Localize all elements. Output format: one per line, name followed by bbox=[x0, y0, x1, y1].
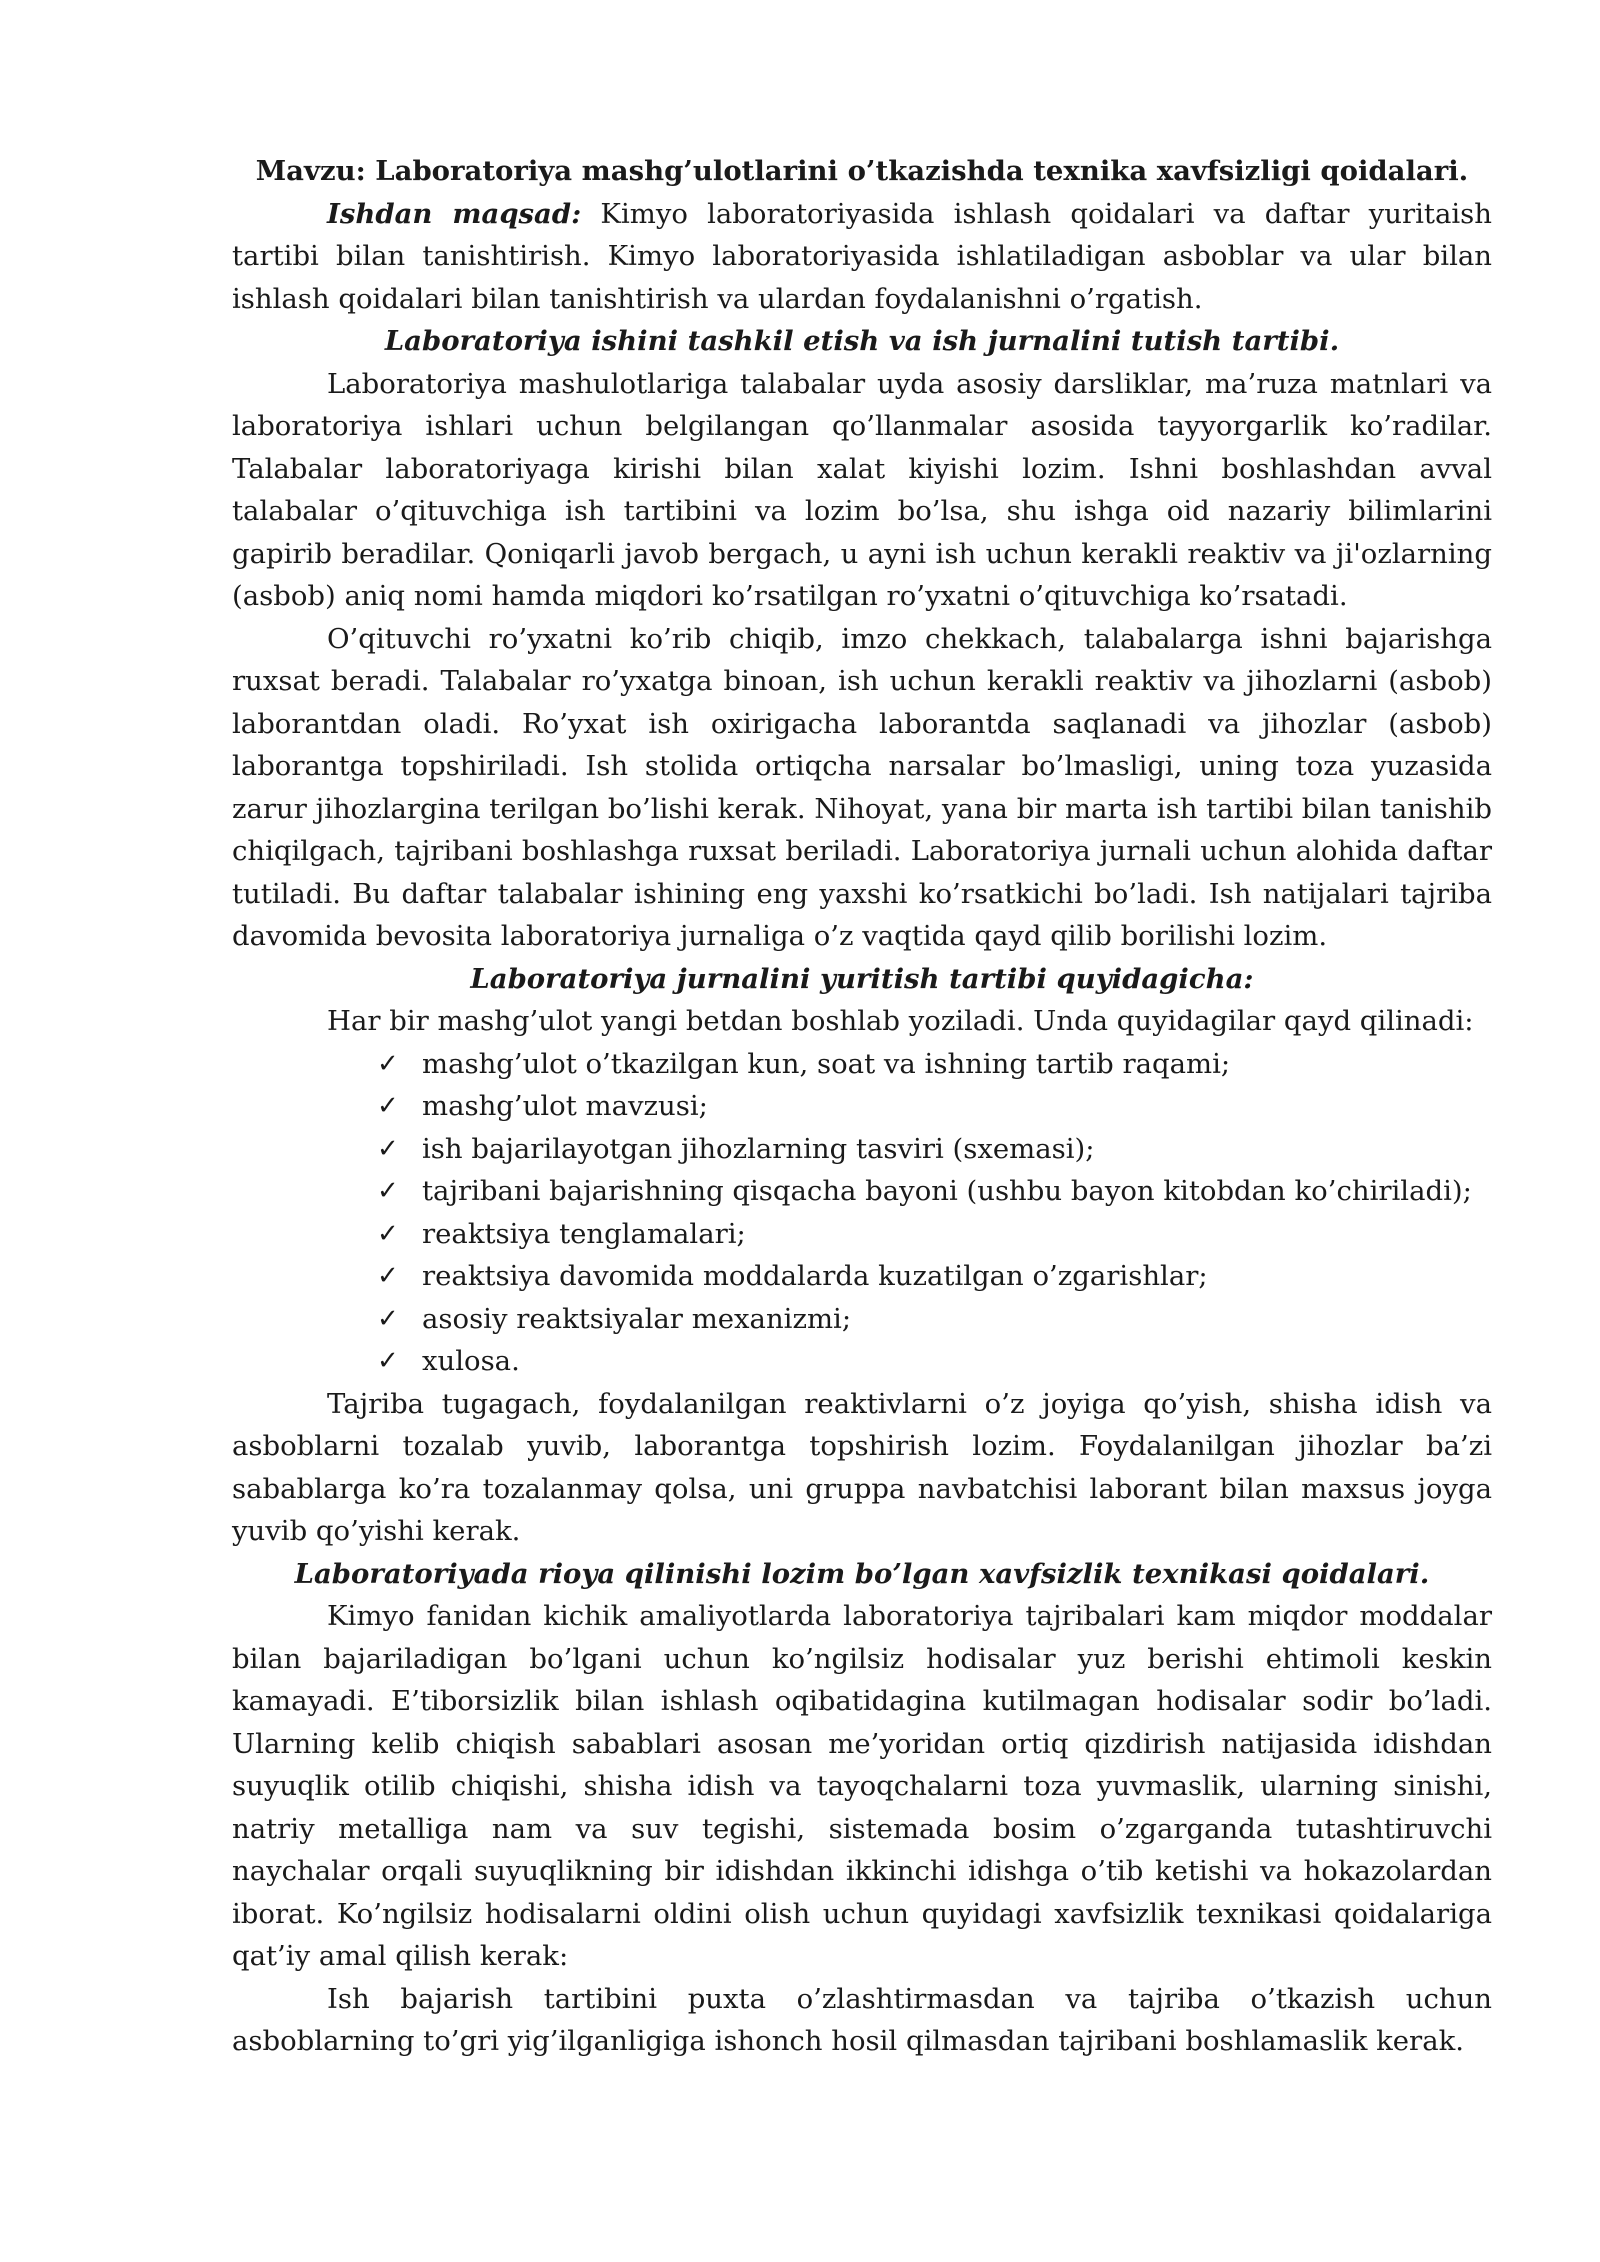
section-heading-organization: Laboratoriya ishini tashkil etish va ish jurnalini tutish tartibi. bbox=[384, 325, 1340, 357]
checkmark-icon: ✓ bbox=[377, 1261, 399, 1291]
section-heading-journal: Laboratoriya jurnalini yuritish tartibi quyidagicha: bbox=[470, 962, 1254, 995]
document-title: Mavzu: Laboratoriya mashg’ulotlarini o’tkazishda texnika xavfsizligi qoidalari. bbox=[255, 155, 1469, 187]
checkmark-icon: ✓ bbox=[377, 1048, 399, 1079]
list-item bbox=[377, 1085, 1492, 1128]
safety-paragraph-1: Kimyo fanidan kichik amaliyotlarda laboratoriya tajribalari kam miqdor moddalar bilan bajariladigan bo’lgani uchun ko’ngilsiz hodisalar yuz berishi ehtimoli keskin kamayadi. E’tiborsizlik bilan ishlash oqibatidagina kutilmagan hodisalar sodir bo’ladi. Ularning kelib chiqish sabablari asosan me’yoridan ortiq qizdirish natijasida idishdan suyuqlik otilib chiqishi, shisha idish va tayoqchalarni toza yuvmaslik, ularning sinishi, natriy metalliga nam va suv tegishi, sistemada bosim o’zgarganda tutashtiruvchi naychalar orqali suyuqlikning bir idishdan ikkinchi idishga o’tib ketishi va hokazolardan iborat. Ko’ngilsiz hodisalarni oldini olish uchun quyidagi xavfsizlik texnikasi qoidalariga qat’iy amal qilish kerak: bbox=[232, 1600, 1492, 1972]
list-item-text: mashg’ulot o’tkazilgan kun, soat va ishning tartib raqami; bbox=[422, 1047, 1231, 1080]
list-item bbox=[377, 1043, 1492, 1086]
journal-after-paragraph: Tajriba tugagach, foydalanilgan reaktivlarni o’z joyiga qo’yish, shisha idish va asboblarni tozalab yuvib, laborantga topshirish lozim. Foydalanilgan jihozlar ba’zi sabablarga ko’ra tozalanmay qolsa, uni gruppa navbatchisi laborant bilan maxsus joyga yuvib qo’yishi kerak. bbox=[232, 1387, 1492, 1547]
checkmark-icon: ✓ bbox=[377, 1346, 399, 1376]
list-item-text: mashg’ulot mavzusi; bbox=[422, 1090, 708, 1122]
checkmark-icon: ✓ bbox=[377, 1303, 399, 1334]
list-item bbox=[377, 1298, 1492, 1341]
list-item-text: asosiy reaktsiyalar mexanizmi; bbox=[422, 1302, 852, 1335]
organization-paragraph-1: Laboratoriya mashulotlariga talabalar uyda asosiy darsliklar, ma’ruza matnlari va laboratoriya ishlari uchun belgilangan qo’llanmalar asosida tayyorgarlik ko’radilar. Talabalar laboratoriyaga kirishi bilan xalat kiyishi lozim. Ishni boshlashdan avval talabalar o’qituvchiga ish tartibini va lozim bo’lsa, shu ishga oid nazariy bilimlarini gapirib beradilar. Qoniqarli javob bergach, u ayni ish uchun kerakli reaktiv va ji'ozlarning (asbob) aniq nomi hamda miqdori ko’rsatilgan ro’yxatni o’qituvchiga ko’rsatadi. bbox=[232, 367, 1492, 612]
aim-text: Kimyo laboratoriyasida ishlash qoidalari va daftar yuritaish tartibi bilan tanishtirish. Kimyo laboratoriyasida ishlatiladigan asboblar va ular bilan ishlash qoidalari bilan tanishtirish va ulardan foydalanishni o’rgatish. bbox=[232, 197, 1493, 315]
list-item bbox=[377, 1213, 1492, 1256]
checkmark-icon: ✓ bbox=[377, 1091, 399, 1121]
aim-paragraph bbox=[232, 193, 1492, 321]
organization-paragraph-2: O’qituvchi ro’yxatni ko’rib chiqib, imzo chekkach, talabalarga ishni bajarishga ruxsat beradi. Talabalar ro’yxatga binoan, ish uchun kerakli reaktiv va jihozlarni (asbob) laborantdan oladi. Ro’yxat ish oxirigacha laborantda saqlanadi va jihozlar (asbob) laborantga topshiriladi. Ish stolida ortiqcha narsalar bo’lmasligi, uning toza yuzasida zarur jihozlargina terilgan bo’lishi kerak. Nihoyat, yana bir marta ish tartibi bilan tanishib chiqilgach, tajribani boshlashga ruxsat beriladi. Laboratoriya jurnali uchun alohida daftar tutiladi. Bu daftar talabalar ishining eng yaxshi ko’rsatkichi bo’ladi. Ish natijalari tajriba davomida bevosita laboratoriya jurnaliga o’z vaqtida qayd qilib borilishi lozim. bbox=[232, 622, 1492, 952]
checkmark-icon: ✓ bbox=[377, 1218, 399, 1249]
aim-label: Ishdan maqsad: bbox=[327, 197, 582, 230]
list-item bbox=[377, 1255, 1492, 1298]
list-item-text: tajribani bajarishning qisqacha bayoni (ushbu bayon kitobdan ko’chiriladi); bbox=[422, 1175, 1472, 1207]
list-item-text: reaktsiya tenglamalari; bbox=[422, 1217, 746, 1250]
section-heading-safety: Laboratoriyada rioya qilinishi lozim bo’lgan xavfsizlik texnikasi qoidalari. bbox=[294, 1557, 1430, 1590]
checkmark-icon: ✓ bbox=[377, 1176, 399, 1206]
list-item-text: xulosa. bbox=[422, 1345, 520, 1377]
safety-paragraph-2: Ish bajarish tartibini puxta o’zlashtirmasdan va tajriba o’tkazish uchun asboblarning to’gri yig’ilganligiga ishonch hosil qilmasdan tajribani boshlamaslik kerak. bbox=[232, 1982, 1492, 2057]
journal-checklist bbox=[232, 1043, 1492, 1383]
list-item-text: reaktsiya davomida moddalarda kuzatilgan o’zgarishlar; bbox=[422, 1260, 1208, 1292]
list-item-text: ish bajarilayotgan jihozlarning tasviri (sxemasi); bbox=[422, 1132, 1095, 1165]
list-item bbox=[377, 1340, 1492, 1383]
checkmark-icon: ✓ bbox=[377, 1133, 399, 1164]
list-item bbox=[377, 1128, 1492, 1171]
list-item bbox=[377, 1170, 1492, 1213]
journal-intro: Har bir mashg’ulot yangi betdan boshlab yoziladi. Unda quyidagilar qayd qilinadi: bbox=[327, 1005, 1474, 1037]
document-page bbox=[232, 150, 1492, 2063]
